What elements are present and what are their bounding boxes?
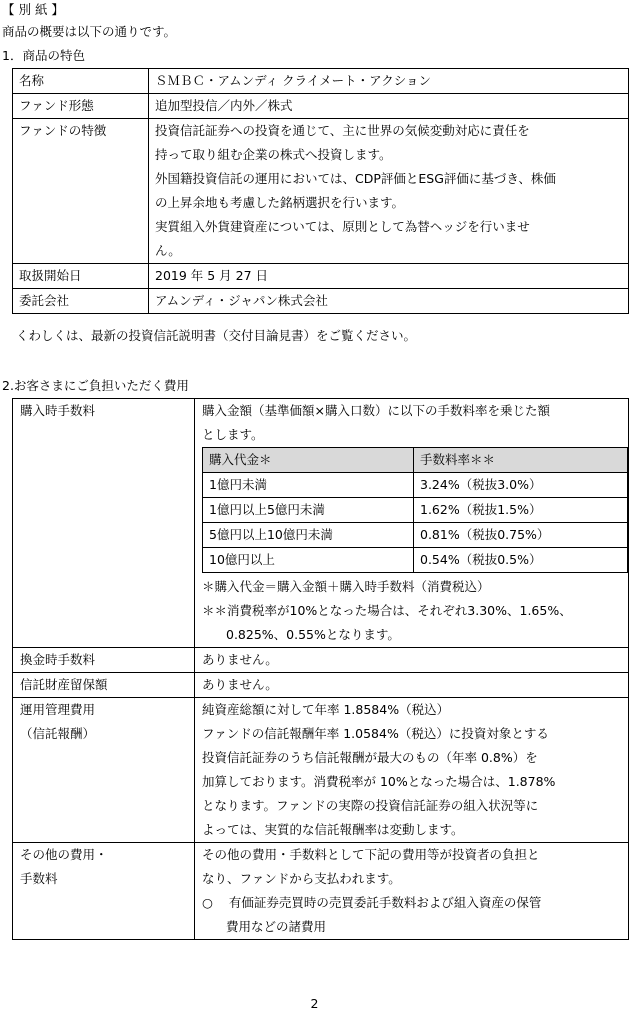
other-line: なり、ファンドから支払われます。 [202,871,401,886]
table-row [203,548,628,573]
label-line: （信託報酬） [20,726,96,741]
fee-rate-cell: 3.24%（税抜3.0%） [414,473,628,498]
fund-features [149,119,629,264]
management-line: 投資信託証券のうち信託報酬が最大のもの（年率 0.8%）を [202,750,538,765]
feature-line: 実質組入外貨建資産については、原則として為替ヘッジを行いませ [155,219,530,234]
purchase-amount-cell: 10億円以上 [203,548,414,573]
product-features-table [12,68,629,314]
section1-title: 1．商品の特色 [2,48,85,63]
purchase-amount-cell: 1億円未満 [203,473,414,498]
management-company: アムンディ・ジャパン株式会社 [149,289,629,314]
purchase-text-line: 購入金額（基準価額×購入口数）に以下の手数料率を乗じた額 [202,403,550,418]
purchase-amount-cell: 5億円以上10億円未満 [203,523,414,548]
redemption-fee-value: ありません。 [195,648,629,673]
other-fee-details [195,843,629,940]
fee-rate-cell: 0.54%（税抜0.5%） [414,548,628,573]
table-row [13,94,629,119]
purchase-fee-details [195,399,629,648]
row-label: 取扱開始日 [13,264,149,289]
management-line: ファンドの信託報酬年率 1.0584%（税込）に投資対象とする [202,726,549,741]
fund-type: 追加型投信／内外／株式 [149,94,629,119]
footnote: ＊＊消費税率が10%となった場合は、それぞれ3.30%、1.65%、 [202,603,572,618]
bullet-text: 有価証券売買時の売買委託手数料および組入資産の保管 [228,895,542,910]
retention-value: ありません。 [195,673,629,698]
bullet-item [202,891,621,915]
table-row [13,119,629,264]
row-label: ファンドの特徴 [13,119,149,264]
label-line: その他の費用・ [20,847,108,862]
other-line: その他の費用・手数料として下記の費用等が投資者の負担と [202,847,540,862]
section2-title: 2.お客さまにご負担いただく費用 [2,378,189,393]
fee-rate-cell: 0.81%（税抜0.75%） [414,523,628,548]
table-row [13,648,629,673]
row-label: 名称 [13,69,149,94]
row-label: ファンド形態 [13,94,149,119]
management-line: となります。ファンドの実際の投資信託証券の組入状況等に [202,798,539,813]
fees-table [12,398,629,940]
column-header: 手数料率＊＊ [414,448,628,473]
table-row [13,399,629,648]
page-number: 2 [310,996,319,1011]
prospectus-note: くわしくは、最新の投資信託説明書（交付目論見書）をご覧ください。 [16,328,417,343]
annex-heading: 【 別 紙 】 [2,2,64,17]
management-fee-details [195,698,629,843]
purchase-amount-cell: 1億円以上5億円未満 [203,498,414,523]
circle-bullet-icon: ○ [202,895,213,910]
label-line: 手数料 [20,871,58,886]
table-row [13,264,629,289]
table-row [203,498,628,523]
footnote-continuation: 0.825%、0.55%となります。 [226,627,400,642]
management-line: 加算しております。消費税率が 10%となった場合は、1.878% [202,774,556,789]
management-line: 純資産総額に対して年率 1.8584%（税込） [202,702,450,717]
intro-text: 商品の概要は以下の通りです。 [2,24,177,39]
feature-line: の上昇余地も考慮した銘柄選択を行います。 [155,195,405,210]
row-label [13,698,195,843]
row-label: 購入時手数料 [13,399,195,648]
table-row [13,289,629,314]
fund-name: ＳＭＢＣ・アムンディ クライメート・アクション [149,69,629,94]
column-header: 購入代金＊ [203,448,414,473]
feature-line: 外国籍投資信託の運用においては、CDP評価とESG評価に基づき、株価 [155,171,556,186]
label-line: 運用管理費用 [20,702,96,717]
row-label: 委託会社 [13,289,149,314]
row-label: 換金時手数料 [13,648,195,673]
management-line: よっては、実質的な信託報酬率は変動します。 [202,822,464,837]
table-row [13,69,629,94]
fee-rate-table [202,447,628,573]
table-row [13,843,629,940]
row-label [13,843,195,940]
row-label: 信託財産留保額 [13,673,195,698]
footnote: ＊購入代金＝購入金額＋購入時手数料（消費税込） [202,579,490,594]
fee-rate-cell: 1.62%（税抜1.5%） [414,498,628,523]
feature-line: ん。 [155,243,181,258]
table-row [203,473,628,498]
table-row [203,523,628,548]
table-header-row [203,448,628,473]
start-date: 2019 年 5 月 27 日 [149,264,629,289]
table-row [13,698,629,843]
feature-line: 投資信託証券への投資を通じて、主に世界の気候変動対応に責任を [155,123,530,138]
purchase-text-line: とします。 [202,427,264,442]
bullet-text-continuation: 費用などの諸費用 [226,919,327,934]
table-row [13,673,629,698]
feature-line: 持って取り組む企業の株式へ投資します。 [155,147,392,162]
